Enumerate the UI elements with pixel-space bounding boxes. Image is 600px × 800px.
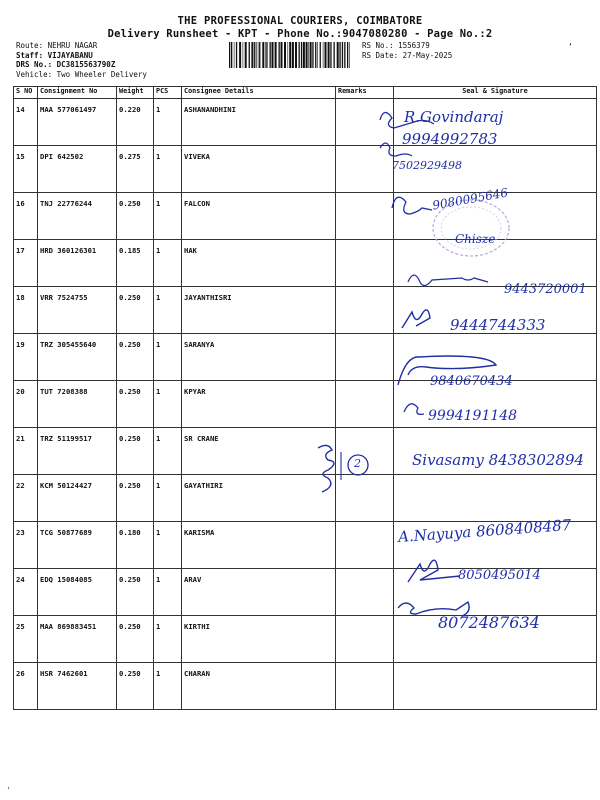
pcs-cell: 1	[154, 146, 182, 193]
weight-cell: 0.250	[117, 569, 154, 616]
staff-label: Staff: VIJAYABANU	[16, 50, 93, 60]
rs-meta	[362, 41, 452, 60]
table-row	[14, 616, 597, 663]
pcs-cell: 1	[154, 99, 182, 146]
signature-cell	[394, 287, 597, 334]
signature-cell	[394, 428, 597, 475]
signature-cell	[394, 616, 597, 663]
barcode-image	[229, 42, 351, 68]
pcs-cell: 1	[154, 663, 182, 710]
pcs-cell: 1	[154, 287, 182, 334]
handwritten-phone-18: 9443720001	[504, 282, 587, 297]
sno-cell: 15	[14, 146, 38, 193]
handwritten-phone-16: 9080095646	[431, 185, 509, 213]
consignment-cell: TUT 7208388	[38, 381, 117, 428]
col-header-consignment: Consignment No	[38, 87, 117, 99]
sno-cell: 17	[14, 240, 38, 287]
handwritten-phone-15: 7502929498	[392, 159, 462, 172]
handwritten-phone-19: 9444744333	[450, 316, 546, 334]
signature-cell	[394, 193, 597, 240]
pcs-cell: 1	[154, 240, 182, 287]
weight-cell: 0.250	[117, 475, 154, 522]
rs-date-label: RS Date: 27-May-2025	[362, 50, 453, 60]
consignment-cell: KCM 50124427	[38, 475, 117, 522]
handwritten-remark-23: 2	[354, 457, 361, 470]
weight-cell: 0.185	[117, 240, 154, 287]
consignee-cell: VIVEKA	[182, 146, 336, 193]
remarks-cell	[336, 475, 394, 522]
remarks-cell	[336, 616, 394, 663]
sno-cell: 24	[14, 569, 38, 616]
company-title: THE PROFESSIONAL COURIERS, COIMBATORE	[177, 15, 423, 27]
consignment-cell: MAA 869883451	[38, 616, 117, 663]
col-header-signature: Seal & Signature	[394, 87, 597, 99]
consignee-cell: KARISMA	[182, 522, 336, 569]
weight-cell: 0.275	[117, 146, 154, 193]
table-row	[14, 663, 597, 710]
remarks-cell	[336, 334, 394, 381]
sno-cell: 16	[14, 193, 38, 240]
weight-cell: 0.220	[117, 99, 154, 146]
consignment-cell: EDQ 15084085	[38, 569, 117, 616]
runsheet-subtitle: Delivery Runsheet - KPT - Phone No.:9047080280 - Page No.:2	[107, 28, 493, 40]
col-header-remarks: Remarks	[336, 87, 394, 99]
pcs-cell: 1	[154, 475, 182, 522]
pcs-cell: 1	[154, 522, 182, 569]
table-row	[14, 240, 597, 287]
consignee-cell: SARANYA	[182, 334, 336, 381]
consignment-cell: TRZ 51199517	[38, 428, 117, 475]
remarks-cell	[336, 381, 394, 428]
sno-cell: 23	[14, 522, 38, 569]
pcs-cell: 1	[154, 569, 182, 616]
sno-cell: 21	[14, 428, 38, 475]
handwritten-phone-21: 9994191148	[428, 408, 518, 424]
pcs-cell: 1	[154, 381, 182, 428]
weight-cell: 0.180	[117, 522, 154, 569]
remarks-cell	[336, 522, 394, 569]
table-row	[14, 569, 597, 616]
remarks-cell	[336, 146, 394, 193]
sno-cell: 22	[14, 475, 38, 522]
route-label: Route: NEHRU NAGAR	[16, 41, 98, 50]
remarks-cell	[336, 569, 394, 616]
signature-cell	[394, 240, 597, 287]
weight-cell: 0.250	[117, 193, 154, 240]
remarks-cell	[336, 240, 394, 287]
sno-cell: 25	[14, 616, 38, 663]
tick-mark-icon: ‘	[568, 42, 573, 51]
signature-cell	[394, 569, 597, 616]
col-header-weight: Weight	[117, 87, 154, 99]
handwritten-text-24: A.Nayuya 8608408487	[397, 515, 572, 547]
handwritten-name-14: R.Govindaraj	[404, 108, 504, 126]
consignment-cell: MAA 577061497	[38, 99, 117, 146]
consignment-cell: TCG 50877689	[38, 522, 117, 569]
consignee-cell: CHARAN	[182, 663, 336, 710]
pcs-cell: 1	[154, 428, 182, 475]
pcs-cell: 1	[154, 616, 182, 663]
vehicle-label: Vehicle: Two Wheeler Delivery	[16, 69, 147, 79]
table-row	[14, 287, 597, 334]
col-header-pcs: PCS	[154, 87, 182, 99]
pcs-cell: 1	[154, 193, 182, 240]
consignment-cell: DPI 642502	[38, 146, 117, 193]
consignment-cell: TRZ 305455640	[38, 334, 117, 381]
handwritten-name-17: Chisze	[455, 232, 496, 246]
sno-cell: 20	[14, 381, 38, 428]
consignee-cell: GAYATHIRI	[182, 475, 336, 522]
remarks-cell	[336, 193, 394, 240]
table-row	[14, 381, 597, 428]
weight-cell: 0.250	[117, 428, 154, 475]
handwritten-phone-14: 9994992783	[402, 130, 498, 148]
weight-cell: 0.250	[117, 287, 154, 334]
pcs-cell: 1	[154, 334, 182, 381]
weight-cell: 0.250	[117, 616, 154, 663]
scan-mark: ’	[6, 786, 11, 795]
table-row	[14, 428, 597, 475]
sno-cell: 18	[14, 287, 38, 334]
consignee-cell: FALCON	[182, 193, 336, 240]
signature-cell	[394, 99, 597, 146]
weight-cell: 0.250	[117, 381, 154, 428]
consignment-cell: HRD 360126301	[38, 240, 117, 287]
signature-cell	[394, 663, 597, 710]
handwritten-phone-25: 8050495014	[458, 568, 541, 583]
table-row	[14, 99, 597, 146]
consignee-cell: KIRTHI	[182, 616, 336, 663]
table-header-row	[14, 87, 597, 99]
remarks-cell	[336, 287, 394, 334]
weight-cell: 0.250	[117, 663, 154, 710]
signature-cell	[394, 381, 597, 428]
remarks-cell	[336, 99, 394, 146]
consignee-cell: KPYAR	[182, 381, 336, 428]
table-row	[14, 522, 597, 569]
handwritten-phone-20: 9840670434	[430, 374, 513, 389]
sno-cell: 26	[14, 663, 38, 710]
consignee-cell: ARAV	[182, 569, 336, 616]
consignment-cell: HSR 7462601	[38, 663, 117, 710]
weight-cell: 0.250	[117, 334, 154, 381]
handwritten-phone-26: 8072487634	[438, 613, 540, 632]
consignee-cell: JAYANTHISRI	[182, 287, 336, 334]
rs-number-label: RS No.: 1556379	[362, 41, 430, 50]
col-header-consignee: Consignee Details	[182, 87, 336, 99]
col-header-sno: S NO	[14, 87, 38, 99]
sno-cell: 14	[14, 99, 38, 146]
signature-cell	[394, 475, 597, 522]
runsheet-table	[13, 86, 597, 710]
consignee-cell: ASHANANDHINI	[182, 99, 336, 146]
handwritten-text-22: Sivasamy 8438302894	[412, 451, 585, 469]
consignment-cell: TNJ 22776244	[38, 193, 117, 240]
consignee-cell: HAK	[182, 240, 336, 287]
table-row	[14, 334, 597, 381]
remarks-cell	[336, 428, 394, 475]
table-row	[14, 146, 597, 193]
signature-cell	[394, 146, 597, 193]
table-row	[14, 193, 597, 240]
drs-label: DRS No.: DC3815563790Z	[16, 60, 116, 69]
signature-cell	[394, 334, 597, 381]
route-meta	[16, 41, 147, 79]
signature-cell	[394, 522, 597, 569]
table-row	[14, 475, 597, 522]
consignee-cell: SR CRANE	[182, 428, 336, 475]
consignment-cell: VRR 7524755	[38, 287, 117, 334]
remarks-cell	[336, 663, 394, 710]
sno-cell: 19	[14, 334, 38, 381]
